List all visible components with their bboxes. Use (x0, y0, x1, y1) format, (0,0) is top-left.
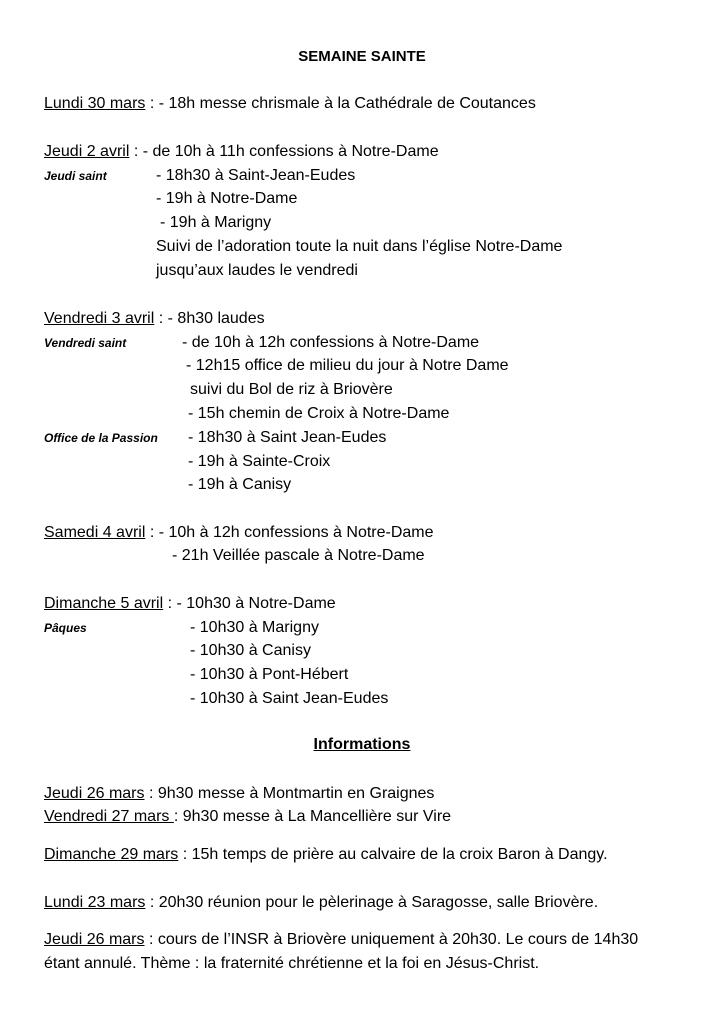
monday-sep: : (145, 95, 159, 112)
sunday-item: - 10h30 à Saint Jean-Eudes (190, 690, 389, 707)
saturday-sep: : (145, 524, 159, 541)
info-sep: : (178, 846, 192, 863)
sunday-side-label: Pâques (44, 621, 87, 635)
friday-side-label: Vendredi saint (44, 336, 127, 350)
thursday-item: - de 10h à 11h confessions à Notre-Dame (142, 143, 439, 160)
info-entry (44, 807, 451, 827)
info-entry (44, 845, 608, 865)
info-entry (44, 893, 598, 913)
saturday-item: - 10h à 12h confessions à Notre-Dame (158, 524, 434, 541)
info-date: Jeudi 26 mars (44, 931, 145, 948)
friday-date: Vendredi 3 avril (44, 310, 155, 327)
friday-item: - 12h15 office de milieu du jour à Notre Dame (186, 357, 509, 374)
informations-title: Informations (313, 736, 411, 753)
thursday-item: - 18h30 à Saint-Jean-Eudes (156, 167, 356, 184)
friday-item: - 19h à Canisy (188, 476, 292, 493)
saturday-line (44, 523, 434, 543)
info-date: Lundi 23 mars (44, 894, 146, 911)
sunday-line (44, 594, 336, 614)
sunday-item: - 10h30 à Pont-Hébert (190, 666, 349, 683)
friday-sep: : (154, 310, 168, 327)
friday-item: - de 10h à 12h confessions à Notre-Dame (182, 334, 480, 351)
thursday-item: - 19h à Marigny (160, 214, 272, 231)
info-entry (44, 784, 434, 804)
friday-item: - 19h à Sainte-Croix (188, 453, 331, 470)
info-sep: : (144, 931, 158, 948)
sunday-date: Dimanche 5 avril (44, 595, 164, 612)
info-text: 9h30 messe à Montmartin en Graignes (157, 785, 435, 802)
info-entry (44, 930, 638, 950)
saturday-item: - 21h Veillée pascale à Notre-Dame (172, 547, 425, 564)
thursday-side-label: Jeudi saint (44, 169, 107, 183)
friday-item: - 8h30 laudes (167, 310, 265, 327)
sunday-sep: : (163, 595, 177, 612)
info-date: Vendredi 27 mars (44, 808, 174, 825)
info-text: 9h30 messe à La Mancellière sur Vire (178, 808, 452, 825)
info-text: cours de l’INSR à Briovère uniquement à 20h30. Le cours de 14h30 (157, 931, 639, 948)
info-sep: : (144, 785, 158, 802)
page-title: SEMAINE SAINTE (298, 48, 426, 65)
monday-text: - 18h messe chrismale à la Cathédrale de Coutances (158, 95, 536, 112)
sunday-item: - 10h30 à Notre-Dame (176, 595, 336, 612)
info-text: 15h temps de prière au calvaire de la croix Baron à Dangy. (191, 846, 608, 863)
friday-item: suivi du Bol de riz à Briovère (190, 381, 393, 398)
friday-item: - 18h30 à Saint Jean-Eudes (188, 429, 387, 446)
thursday-item: jusqu’aux laudes le vendredi (156, 262, 358, 279)
monday-line (44, 94, 536, 114)
friday-side-label-2: Office de la Passion (44, 431, 158, 445)
info-text-continued: étant annulé. Thème : la fraternité chrétienne et la foi en Jésus-Christ. (44, 955, 540, 972)
info-text: 20h30 réunion pour le pèlerinage à Saragosse, salle Briovère. (158, 894, 599, 911)
thursday-item: Suivi de l’adoration toute la nuit dans l’église Notre-Dame (156, 238, 563, 255)
thursday-sep: : (129, 143, 143, 160)
friday-item: - 15h chemin de Croix à Notre-Dame (188, 405, 450, 422)
sunday-item: - 10h30 à Canisy (190, 642, 311, 659)
thursday-date: Jeudi 2 avril (44, 143, 130, 160)
info-sep: : (145, 894, 159, 911)
sunday-item: - 10h30 à Marigny (190, 619, 319, 636)
info-date: Jeudi 26 mars (44, 785, 145, 802)
friday-line (44, 309, 265, 329)
thursday-line (44, 142, 439, 162)
monday-date: Lundi 30 mars (44, 95, 146, 112)
thursday-item: - 19h à Notre-Dame (156, 190, 298, 207)
saturday-date: Samedi 4 avril (44, 524, 146, 541)
info-sep: : (173, 808, 179, 825)
info-date: Dimanche 29 mars (44, 846, 179, 863)
